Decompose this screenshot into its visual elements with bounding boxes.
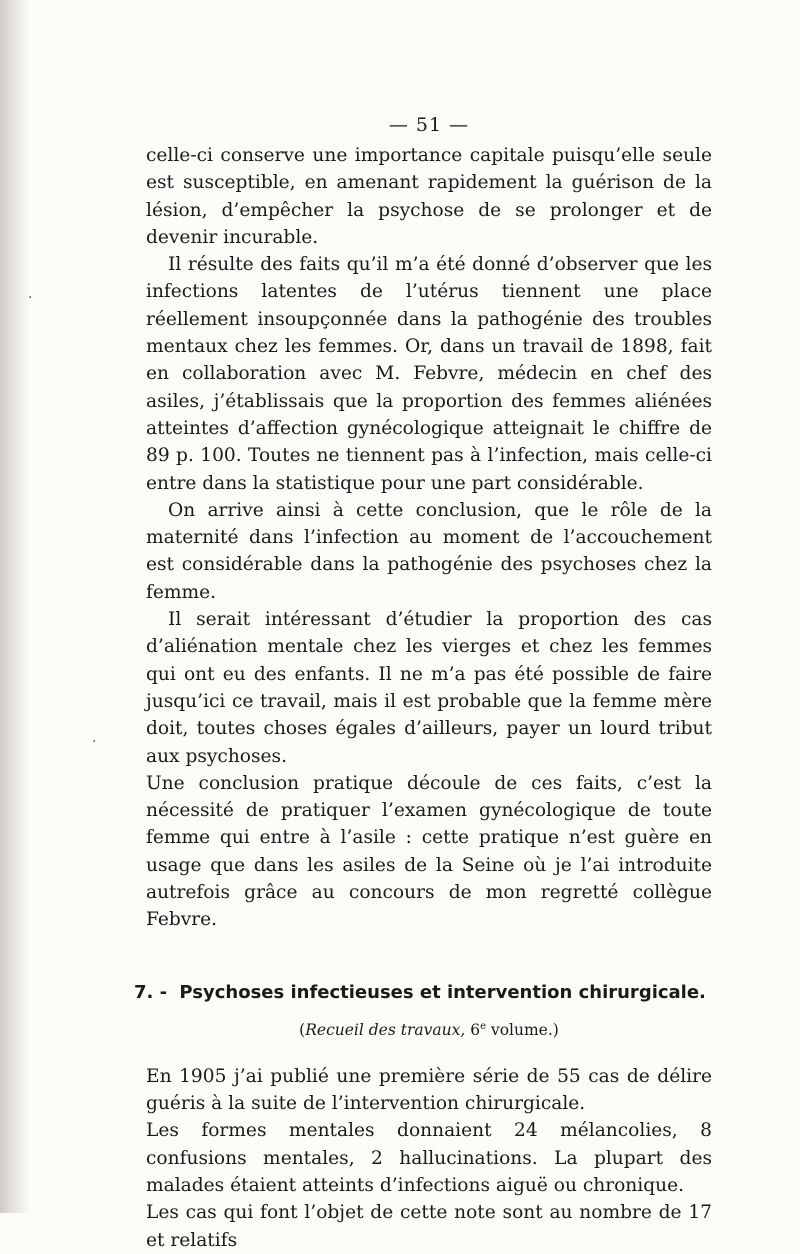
margin-speck: · xyxy=(92,734,97,750)
paragraph-1: celle-ci conserve une importance capitale puisqu’elle seule est susceptible, en amenant rapidement la guérison de la lésion, d’empêcher la psychose de se prolonger et de devenir incurable. xyxy=(146,145,712,248)
paragraph-4: Il serait intéressant d’étudier la proportion des cas d’aliénation mentale chez les vierges et chez les femmes qui ont eu des enfants. Il ne m’a pas été possible de faire jusqu’ici ce travail, mais il est probable que la femme mère doit, toutes choses égales d’ailleurs, payer un lourd tribut aux psychoses. xyxy=(146,609,712,767)
page-number: — 51 — xyxy=(388,114,470,136)
section-title: Psychoses infectieuses et intervention chirurgicale. xyxy=(179,981,706,1003)
document-page xyxy=(134,112,712,1254)
margin-speck: · xyxy=(28,290,33,306)
section-source xyxy=(146,1016,712,1041)
source-volume-number: 6 xyxy=(470,1020,481,1039)
section-paragraph-2: Les formes mentales donnaient 24 mélancolies, 8 confusions mentales, 2 hallucinations. La plupart des malades étaient atteints d’infections aiguë ou chronique. xyxy=(146,1120,712,1196)
paragraph-2: Il résulte des faits qu’il m’a été donné d’observer que les infections latentes de l’utérus tiennent une place réellement insoupçonnée dans la pathogénie des troubles mentaux chez les femmes. Or, dans un travail de 1898, fait en collaboration avec M. Febvre, médecin en chef des asiles, j’établissais que la proportion des femmes aliénées atteintes d’affection gynécologique atteignait le chiffre de 89 p. 100. Toutes ne tiennent pas à l’infection, mais celle-ci entre dans la statistique pour une part considérable. xyxy=(146,254,712,494)
section-paragraph-1: En 1905 j’ai publié une première série de 55 cas de délire guéris à la suite de l’intervention chirurgicale. xyxy=(146,1065,712,1115)
source-title: Recueil des travaux, xyxy=(305,1020,466,1039)
paragraph-3: On arrive ainsi à cette conclusion, que le rôle de la maternité dans l’infection au moment de l’accouchement est considérable dans la pathogénie des psychoses chez la femme. xyxy=(146,499,712,603)
section-paragraph-3: Les cas qui font l’objet de cette note sont au nombre de 17 et relatifs xyxy=(146,1202,712,1251)
page-edge-shadow xyxy=(0,0,33,1213)
paragraph-5: Une conclusion pratique découle de ces faits, c’est la nécessité de pratiquer l’examen gynécologique de toute femme qui entre à l’asile : cette pratique n’est guère en usage que dans les asiles de la Seine où je l’ai introduite autrefois grâce au concours de mon regretté collègue Febvre. xyxy=(146,772,712,931)
source-volume-superscript: e xyxy=(480,1020,486,1032)
source-volume-text: volume.) xyxy=(490,1020,559,1039)
section-number: 7. - xyxy=(134,981,168,1003)
source-open-paren: ( xyxy=(299,1020,306,1039)
section-heading xyxy=(134,980,712,1006)
